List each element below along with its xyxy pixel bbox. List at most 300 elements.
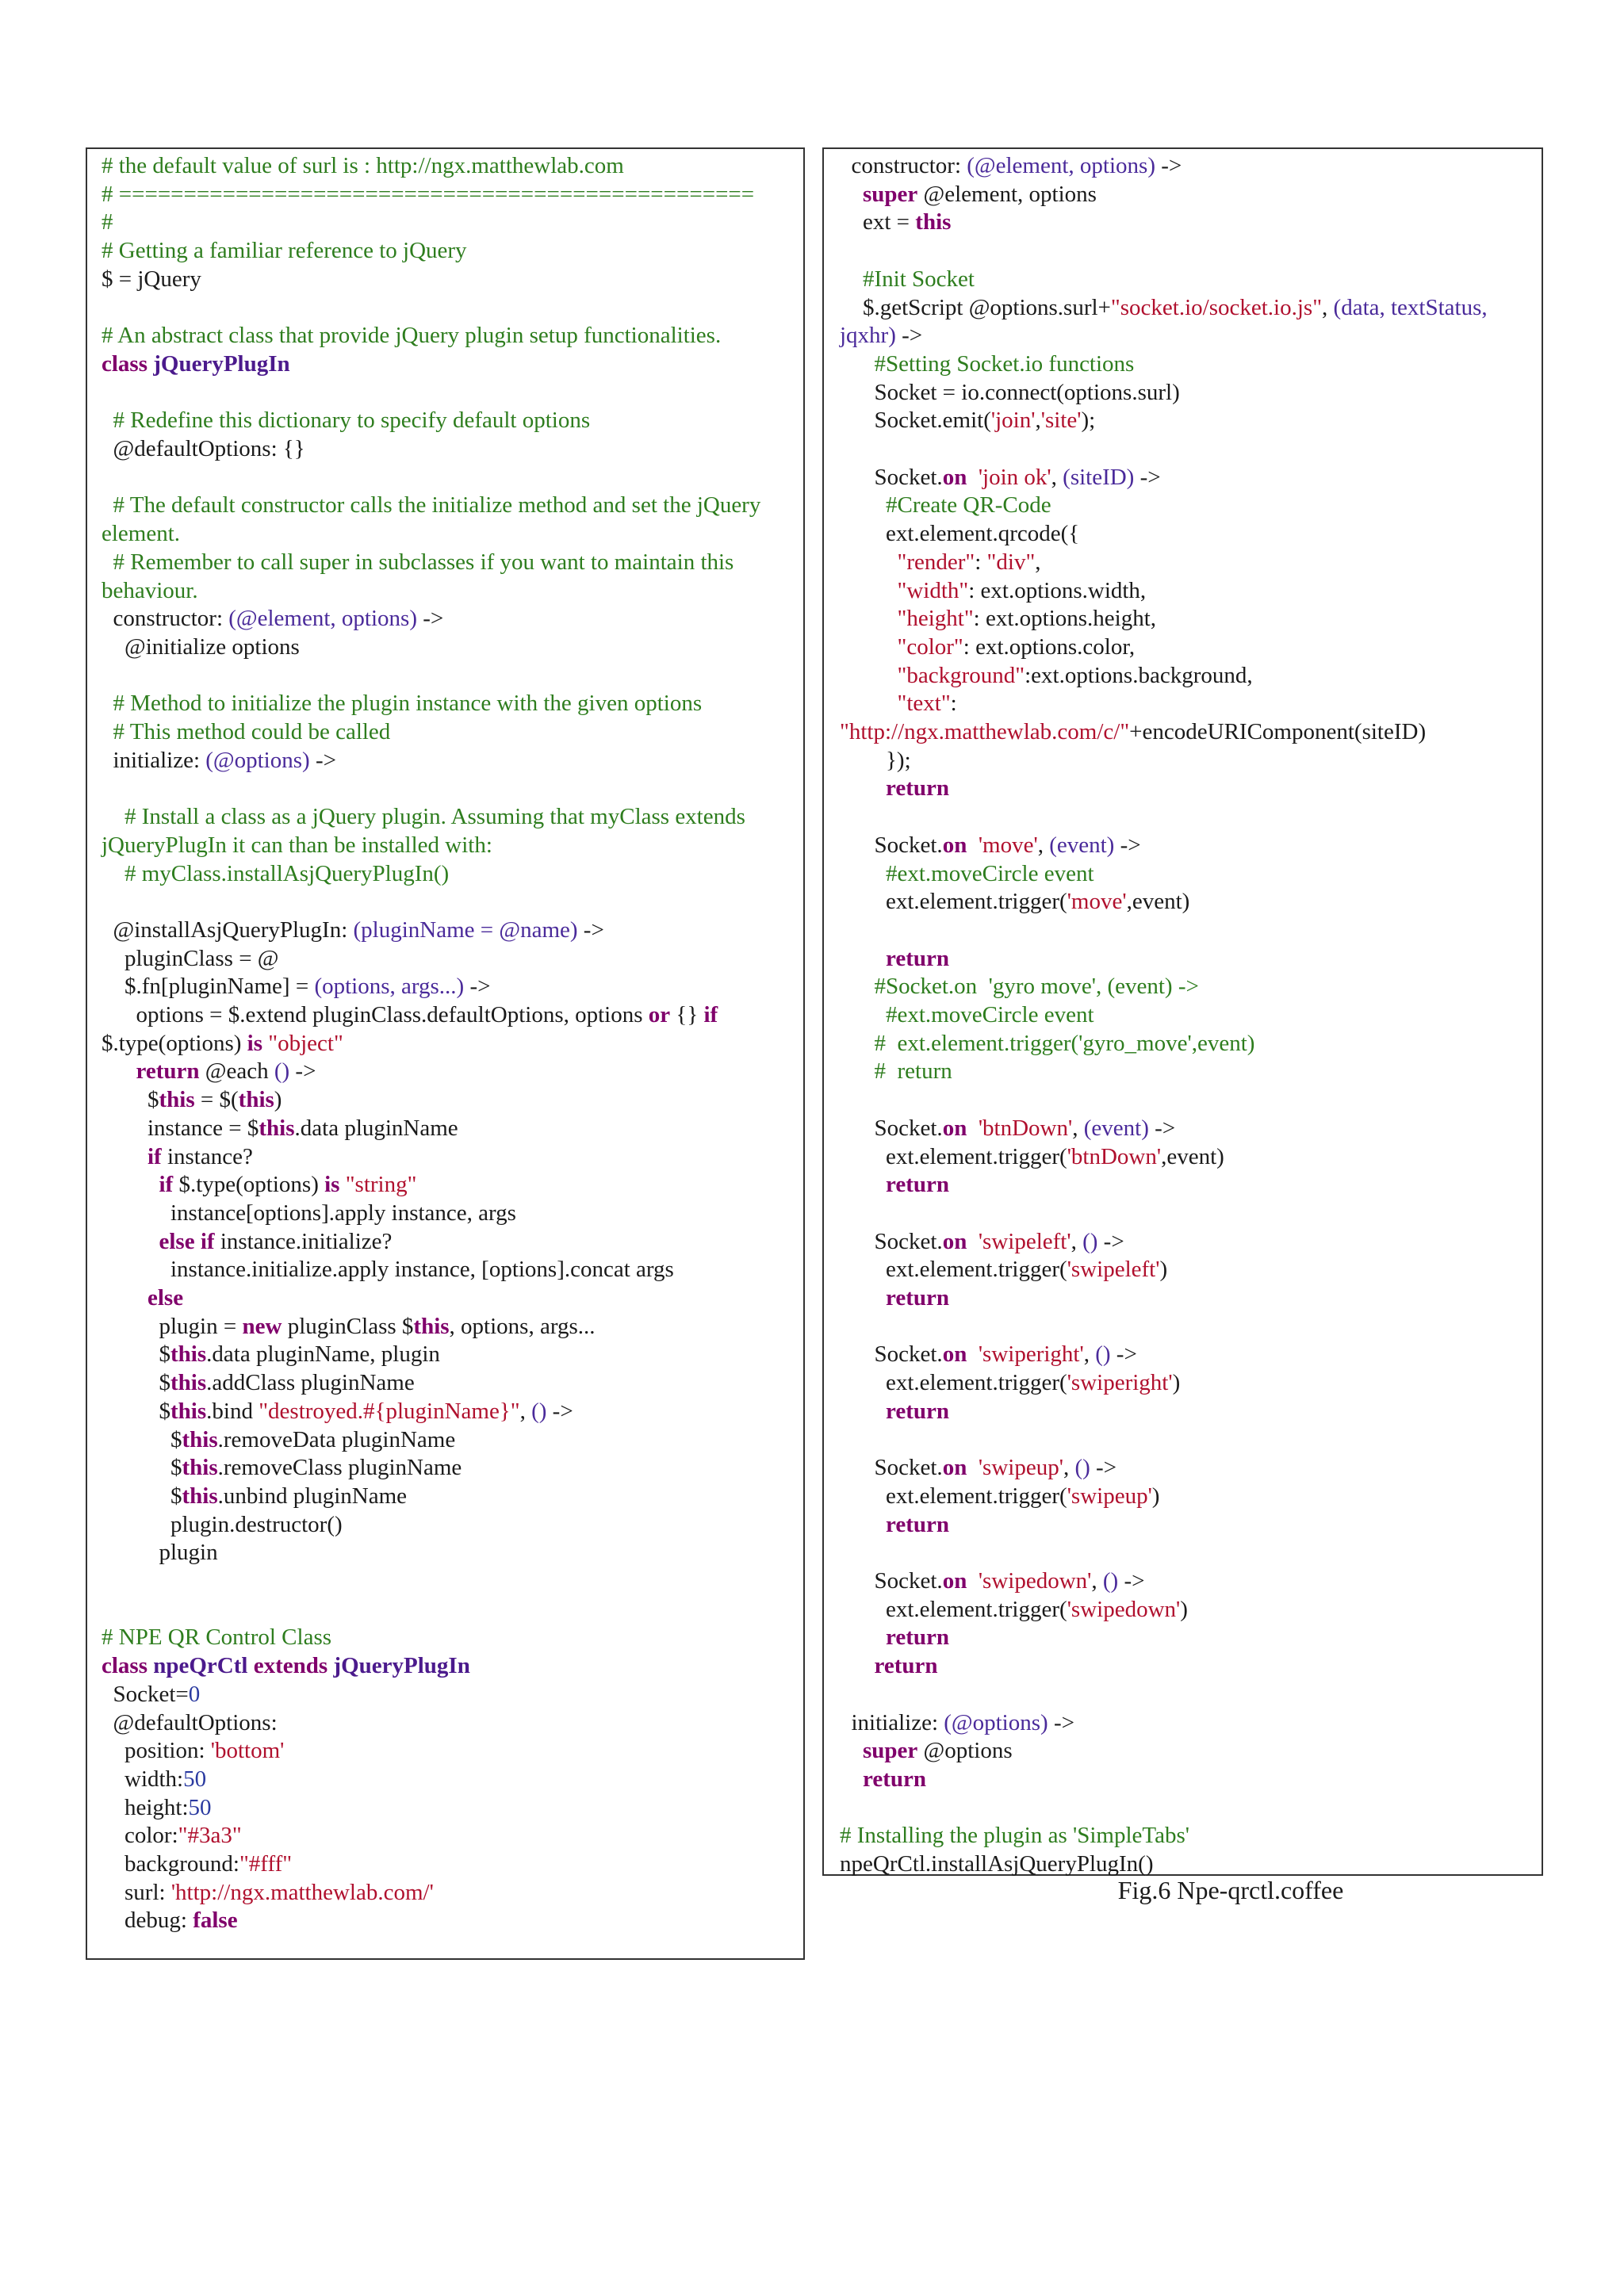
- code-token: [840, 1624, 886, 1650]
- code-token: return: [886, 1285, 950, 1311]
- code-token: 'swipeup': [1067, 1483, 1152, 1509]
- code-line: [102, 1737, 789, 1766]
- code-line: [102, 1313, 789, 1341]
- code-line: [840, 1709, 1532, 1738]
- code-token: 'btnDown': [978, 1115, 1073, 1141]
- code-line: [840, 1681, 1532, 1709]
- code-line: [102, 1539, 789, 1567]
- code-line: [840, 1200, 1532, 1228]
- code-line: [840, 1143, 1532, 1172]
- code-token: ,: [1051, 464, 1063, 490]
- code-token: # An abstract class that provide jQuery plugin setup functionalities.: [102, 323, 722, 349]
- code-token: (): [1095, 1341, 1111, 1368]
- code-token: $ = jQuery: [102, 266, 201, 292]
- code-line: [840, 916, 1532, 945]
- code-token: ext.element.trigger(: [840, 889, 1067, 915]
- code-token: [967, 832, 979, 858]
- code-token: Socket.: [840, 832, 943, 858]
- code-token: ,: [1091, 1568, 1103, 1594]
- code-token: 'move': [1067, 889, 1127, 915]
- code-line: [840, 747, 1532, 775]
- code-token: .data pluginName, plugin: [206, 1341, 440, 1368]
- code-token: constructor:: [840, 153, 967, 178]
- code-token: super: [863, 1738, 918, 1764]
- code-token: return: [863, 1766, 927, 1792]
- code-token: is: [247, 1030, 262, 1056]
- code-token: "text": [897, 691, 951, 717]
- code-token: width:: [102, 1766, 184, 1792]
- code-token: ->: [289, 1058, 316, 1085]
- code-token: pluginClass $: [282, 1313, 414, 1339]
- code-token: debug:: [102, 1908, 193, 1934]
- code-token: 'swipeup': [978, 1455, 1063, 1481]
- code-token: this: [413, 1313, 450, 1339]
- code-token: 'move': [978, 832, 1038, 858]
- code-token: color:: [102, 1823, 178, 1849]
- code-line: [102, 718, 789, 747]
- code-line: [840, 549, 1532, 577]
- code-token: # Installing the plugin as 'SimpleTabs': [840, 1823, 1189, 1849]
- code-token: [840, 182, 863, 207]
- code-line: [840, 209, 1532, 237]
- code-token: ,: [1035, 549, 1041, 575]
- code-line: [840, 945, 1532, 974]
- code-token: ,: [1083, 1341, 1096, 1368]
- code-line: [840, 1030, 1532, 1058]
- code-token: on: [942, 464, 967, 490]
- code-token: :ext.options.background,: [1025, 662, 1253, 688]
- code-line: [840, 1313, 1532, 1341]
- code-line: [840, 294, 1532, 350]
- code-line: [840, 464, 1532, 492]
- code-line: [840, 237, 1532, 266]
- code-line: [840, 1284, 1532, 1313]
- code-token: # the default value of surl is : http://ngx.matthewlab.com: [102, 153, 624, 178]
- code-token: "#fff": [239, 1851, 293, 1877]
- code-listing-left-panel: [86, 147, 805, 1960]
- code-line: [840, 1426, 1532, 1455]
- code-line: [840, 1086, 1532, 1115]
- code-token: if: [703, 1002, 718, 1027]
- code-token: options = $.extend pluginClass.defaultOptions, options: [102, 1002, 649, 1027]
- code-token: new: [242, 1313, 282, 1339]
- code-token: 50: [183, 1766, 207, 1792]
- code-token: });: [840, 747, 911, 773]
- code-token: ext.element.trigger(: [840, 1143, 1067, 1169]
- code-line: [840, 1596, 1532, 1624]
- code-line: [840, 1652, 1532, 1681]
- code-token: on: [942, 832, 967, 858]
- code-token: this: [182, 1426, 218, 1452]
- code-line: [102, 747, 789, 775]
- code-line: [102, 1483, 789, 1511]
- code-token: ,: [1035, 408, 1041, 434]
- code-token: height:: [102, 1794, 189, 1820]
- code-token: plugin.destructor(): [102, 1511, 343, 1537]
- code-line: [840, 1398, 1532, 1426]
- code-line: [840, 1850, 1532, 1879]
- code-line: [840, 690, 1532, 718]
- code-line: [840, 181, 1532, 209]
- code-line: [102, 1284, 789, 1313]
- code-line: [840, 888, 1532, 916]
- code-token: ,: [1071, 1228, 1083, 1254]
- code-token: return: [874, 1653, 938, 1679]
- code-token: "#3a3": [178, 1823, 242, 1849]
- code-token: position:: [102, 1738, 211, 1764]
- code-token: );: [1081, 408, 1096, 434]
- code-line: [840, 1115, 1532, 1143]
- code-token: "socket.io/socket.io.js": [1110, 294, 1323, 320]
- code-token: ->: [1097, 1228, 1124, 1254]
- code-token: (@element, options): [967, 153, 1155, 178]
- code-token: (): [1074, 1455, 1090, 1481]
- code-token: +encodeURIComponent(siteID): [1129, 719, 1427, 745]
- code-token: ): [1180, 1596, 1188, 1622]
- code-block: [824, 149, 1542, 1879]
- code-token: ,: [519, 1398, 532, 1424]
- code-token: ext.element.qrcode({: [840, 521, 1080, 547]
- code-line: [102, 1822, 789, 1850]
- code-line: [840, 1737, 1532, 1766]
- code-token: ,event): [1126, 889, 1190, 915]
- code-token: (@options): [205, 747, 310, 773]
- code-token: #Init Socket: [840, 266, 975, 292]
- code-line: [102, 152, 789, 181]
- code-token: return: [136, 1058, 200, 1085]
- code-token: on: [942, 1341, 967, 1368]
- code-line: [840, 152, 1532, 181]
- code-line: [102, 1794, 789, 1823]
- code-token: return: [886, 1172, 950, 1198]
- code-line: [840, 1171, 1532, 1200]
- code-token: = $(: [194, 1087, 239, 1113]
- code-token: 'http://ngx.matthewlab.com/': [170, 1879, 434, 1905]
- code-token: [840, 1653, 875, 1678]
- code-line: [102, 605, 789, 633]
- code-token: jQueryPlugIn: [153, 350, 290, 377]
- code-token: [102, 1172, 159, 1197]
- code-token: .removeData pluginName: [217, 1426, 456, 1452]
- code-line: [840, 860, 1532, 889]
- code-line: [102, 549, 789, 605]
- code-token: [102, 1229, 159, 1254]
- code-token: [840, 1738, 863, 1763]
- code-line: [102, 1709, 789, 1738]
- code-line: [102, 1200, 789, 1228]
- code-token: Socket=: [102, 1681, 189, 1707]
- code-token: @options: [917, 1738, 1013, 1764]
- code-block: [87, 149, 803, 1935]
- code-token: (siteID): [1063, 464, 1135, 490]
- code-token: # return: [840, 1058, 952, 1085]
- code-token: # myClass.installAsjQueryPlugIn(): [102, 860, 450, 886]
- code-token: 'swipeleft': [978, 1228, 1071, 1254]
- code-line: [102, 379, 789, 408]
- code-line: [840, 1766, 1532, 1794]
- code-token: "string": [345, 1172, 417, 1198]
- code-token: [840, 691, 898, 716]
- code-token: $.type(options): [102, 1002, 724, 1056]
- code-line: [102, 860, 789, 889]
- code-line: [102, 803, 789, 859]
- code-token: 50: [188, 1794, 212, 1820]
- code-token: Socket.: [840, 1228, 943, 1254]
- figure-caption: Fig.6 Npe-qrctl.coffee: [1117, 1876, 1344, 1904]
- code-token: ->: [895, 323, 923, 349]
- code-token: plugin: [102, 1540, 218, 1566]
- code-token: instance?: [161, 1143, 253, 1169]
- code-token: 0: [188, 1681, 201, 1707]
- code-token: "height": [897, 606, 974, 632]
- code-token: @defaultOptions: {}: [102, 436, 305, 461]
- code-token: extends: [247, 1653, 334, 1679]
- code-line: [840, 718, 1532, 747]
- code-token: "object": [268, 1030, 343, 1056]
- code-token: :: [950, 691, 957, 717]
- code-token: $: [102, 1398, 170, 1424]
- code-token: Socket.: [840, 1568, 943, 1594]
- code-token: @each: [199, 1058, 274, 1085]
- code-token: #Create QR-Code: [840, 492, 1051, 519]
- code-token: {}: [670, 1002, 704, 1027]
- code-line: [840, 379, 1532, 408]
- code-token: # Method to initialize the plugin instance with the given options: [102, 691, 703, 717]
- code-token: else if: [159, 1228, 215, 1254]
- code-line: [840, 407, 1532, 435]
- code-token: this: [259, 1115, 295, 1141]
- code-line: [840, 1567, 1532, 1596]
- code-line: [840, 633, 1532, 662]
- code-token: background:: [102, 1851, 239, 1877]
- code-token: [102, 1058, 136, 1084]
- code-line: [840, 1058, 1532, 1086]
- code-line: [102, 322, 789, 350]
- code-token: return: [886, 1398, 950, 1424]
- code-token: @element, options: [917, 181, 1097, 207]
- code-token: #Socket.on 'gyro move', (event) ->: [840, 974, 1199, 1000]
- code-token: ->: [1148, 1115, 1176, 1141]
- code-token: [967, 465, 979, 490]
- code-line: [840, 350, 1532, 379]
- code-token: ->: [1110, 1341, 1137, 1368]
- code-token: 'join ok': [978, 464, 1051, 490]
- code-token: (event): [1049, 832, 1115, 858]
- code-line: [102, 1256, 789, 1284]
- code-token: # Getting a familiar reference to jQuery: [102, 238, 467, 264]
- code-token: else: [147, 1285, 184, 1311]
- code-line: [102, 973, 789, 1001]
- code-line: [840, 1822, 1532, 1850]
- code-token: instance.initialize?: [214, 1228, 393, 1254]
- code-token: (@element, options): [228, 606, 417, 632]
- code-token: if: [147, 1143, 162, 1169]
- code-token: $: [102, 1087, 159, 1113]
- code-token: ->: [1134, 464, 1161, 490]
- code-token: $.fn[pluginName] =: [102, 974, 315, 1000]
- code-token: ->: [546, 1398, 573, 1424]
- code-token: 'swipedown': [1067, 1596, 1181, 1622]
- code-token: "render": [897, 549, 975, 575]
- code-token: [840, 1766, 863, 1792]
- code-token: npeQrCtl: [153, 1653, 248, 1679]
- code-token: ): [274, 1087, 282, 1113]
- code-token: "div": [986, 549, 1036, 575]
- code-line: [102, 888, 789, 916]
- code-token: [102, 1285, 147, 1311]
- code-token: 'join': [990, 408, 1036, 434]
- code-token: (@options): [944, 1709, 1048, 1735]
- code-token: ->: [1118, 1568, 1145, 1594]
- code-token: 'bottom': [210, 1738, 285, 1764]
- code-line: [840, 1228, 1532, 1257]
- code-line: [102, 1001, 789, 1058]
- code-line: [840, 520, 1532, 549]
- code-token: [840, 663, 898, 688]
- code-token: $: [102, 1370, 170, 1396]
- code-token: $: [102, 1483, 182, 1509]
- code-token: this: [170, 1341, 207, 1368]
- code-token: #ext.moveCircle event: [840, 1002, 1094, 1028]
- code-token: plugin =: [102, 1313, 243, 1339]
- code-line: [840, 1454, 1532, 1483]
- code-token: Socket.emit(: [840, 408, 991, 434]
- code-token: Socket.: [840, 1455, 943, 1481]
- code-line: [102, 1058, 789, 1086]
- code-token: (): [1102, 1568, 1119, 1594]
- code-line: [102, 662, 789, 691]
- code-token: # NPE QR Control Class: [102, 1624, 332, 1651]
- code-token: instance = $: [102, 1115, 259, 1141]
- code-token: on: [942, 1115, 967, 1141]
- code-token: $: [102, 1341, 170, 1368]
- code-token: pluginClass = @: [102, 945, 279, 971]
- code-line: [102, 1624, 789, 1652]
- code-token: # ext.element.trigger('gyro_move',event): [840, 1030, 1255, 1056]
- code-token: jQueryPlugIn: [333, 1653, 470, 1679]
- code-line: [102, 1596, 789, 1624]
- code-line: [840, 266, 1532, 294]
- code-token: 'swiperight': [978, 1341, 1084, 1368]
- code-token: $.getScript @options.surl+: [840, 294, 1111, 320]
- code-token: false: [193, 1908, 238, 1934]
- code-line: [102, 1115, 789, 1143]
- code-token: this: [238, 1087, 274, 1113]
- code-token: this: [182, 1483, 218, 1509]
- code-line: [102, 181, 789, 209]
- code-line: [840, 803, 1532, 832]
- code-line: [102, 916, 789, 945]
- code-token: #ext.moveCircle event: [840, 860, 1094, 886]
- code-token: [840, 1512, 886, 1537]
- code-token: # Install a class as a jQuery plugin. Assuming that myClass extends jQueryPlugIn it can than be installed with:: [102, 804, 752, 858]
- code-token: [967, 1115, 979, 1141]
- code-line: [102, 1454, 789, 1483]
- code-token: , options, args...: [449, 1313, 596, 1339]
- code-token: ->: [1114, 832, 1141, 858]
- code-token: this: [915, 209, 952, 235]
- code-token: (pluginName = @name): [353, 916, 578, 943]
- code-line: [102, 1369, 789, 1398]
- code-token: constructor:: [102, 606, 229, 632]
- code-token: [840, 606, 898, 631]
- code-token: .addClass pluginName: [206, 1370, 415, 1396]
- code-token: # Remember to call super in subclasses if you want to maintain this behaviour.: [102, 549, 740, 603]
- code-token: # Redefine this dictionary to specify default options: [102, 408, 591, 434]
- code-token: [967, 1229, 979, 1254]
- code-token: @initialize options: [102, 633, 300, 660]
- code-token: .bind: [206, 1398, 259, 1424]
- code-token: ->: [309, 747, 336, 773]
- code-token: ,: [1063, 1455, 1075, 1481]
- code-token: : ext.options.color,: [963, 633, 1136, 660]
- code-token: ,: [1072, 1115, 1084, 1141]
- code-token: [840, 578, 898, 603]
- code-token: [967, 1341, 979, 1367]
- code-line: [102, 690, 789, 718]
- code-token: $: [102, 1455, 182, 1481]
- code-token: this: [170, 1370, 207, 1396]
- code-token: .unbind pluginName: [217, 1483, 408, 1509]
- code-token: ): [1159, 1257, 1168, 1283]
- code-line: [102, 435, 789, 464]
- code-token: .removeClass pluginName: [217, 1455, 462, 1481]
- code-token: on: [942, 1568, 967, 1594]
- code-token: (): [1082, 1228, 1098, 1254]
- code-line: [102, 945, 789, 974]
- code-token: .data pluginName: [294, 1115, 458, 1141]
- code-line: [102, 1341, 789, 1369]
- code-token: 'swipedown': [978, 1568, 1092, 1594]
- code-token: return: [886, 775, 950, 802]
- code-token: "color": [897, 633, 963, 660]
- code-line: [102, 492, 789, 548]
- code-token: ,event): [1161, 1143, 1224, 1169]
- code-token: (options, args...): [314, 974, 465, 1000]
- code-token: this: [182, 1455, 218, 1481]
- code-line: [840, 1624, 1532, 1652]
- code-listing-right-panel: [822, 147, 1543, 1876]
- code-line: [102, 1398, 789, 1426]
- code-line: [102, 1850, 789, 1879]
- code-token: class: [102, 1653, 154, 1679]
- code-line: [102, 1652, 789, 1681]
- code-token: #: [102, 209, 113, 235]
- code-token: ext.element.trigger(: [840, 1370, 1067, 1396]
- code-token: ext =: [840, 209, 916, 235]
- code-line: [102, 350, 789, 379]
- code-token: [967, 1455, 979, 1480]
- code-token: Socket = io.connect(options.surl): [840, 379, 1180, 405]
- code-token: on: [942, 1228, 967, 1254]
- code-line: [102, 1426, 789, 1455]
- code-token: [339, 1172, 345, 1197]
- code-line: [102, 1086, 789, 1115]
- code-token: Socket.: [840, 1341, 943, 1368]
- code-line: [840, 662, 1532, 691]
- code-token: initialize:: [102, 747, 206, 773]
- code-line: [840, 1256, 1532, 1284]
- code-token: or: [648, 1002, 671, 1027]
- code-token: instance[options].apply instance, args: [102, 1200, 516, 1226]
- code-token: (data, textStatus, jqxhr): [840, 294, 1493, 349]
- code-token: ->: [577, 916, 604, 943]
- code-token: [967, 1568, 979, 1594]
- code-line: [840, 605, 1532, 633]
- code-line: [102, 1511, 789, 1540]
- code-token: [840, 775, 886, 801]
- code-line: [840, 492, 1532, 520]
